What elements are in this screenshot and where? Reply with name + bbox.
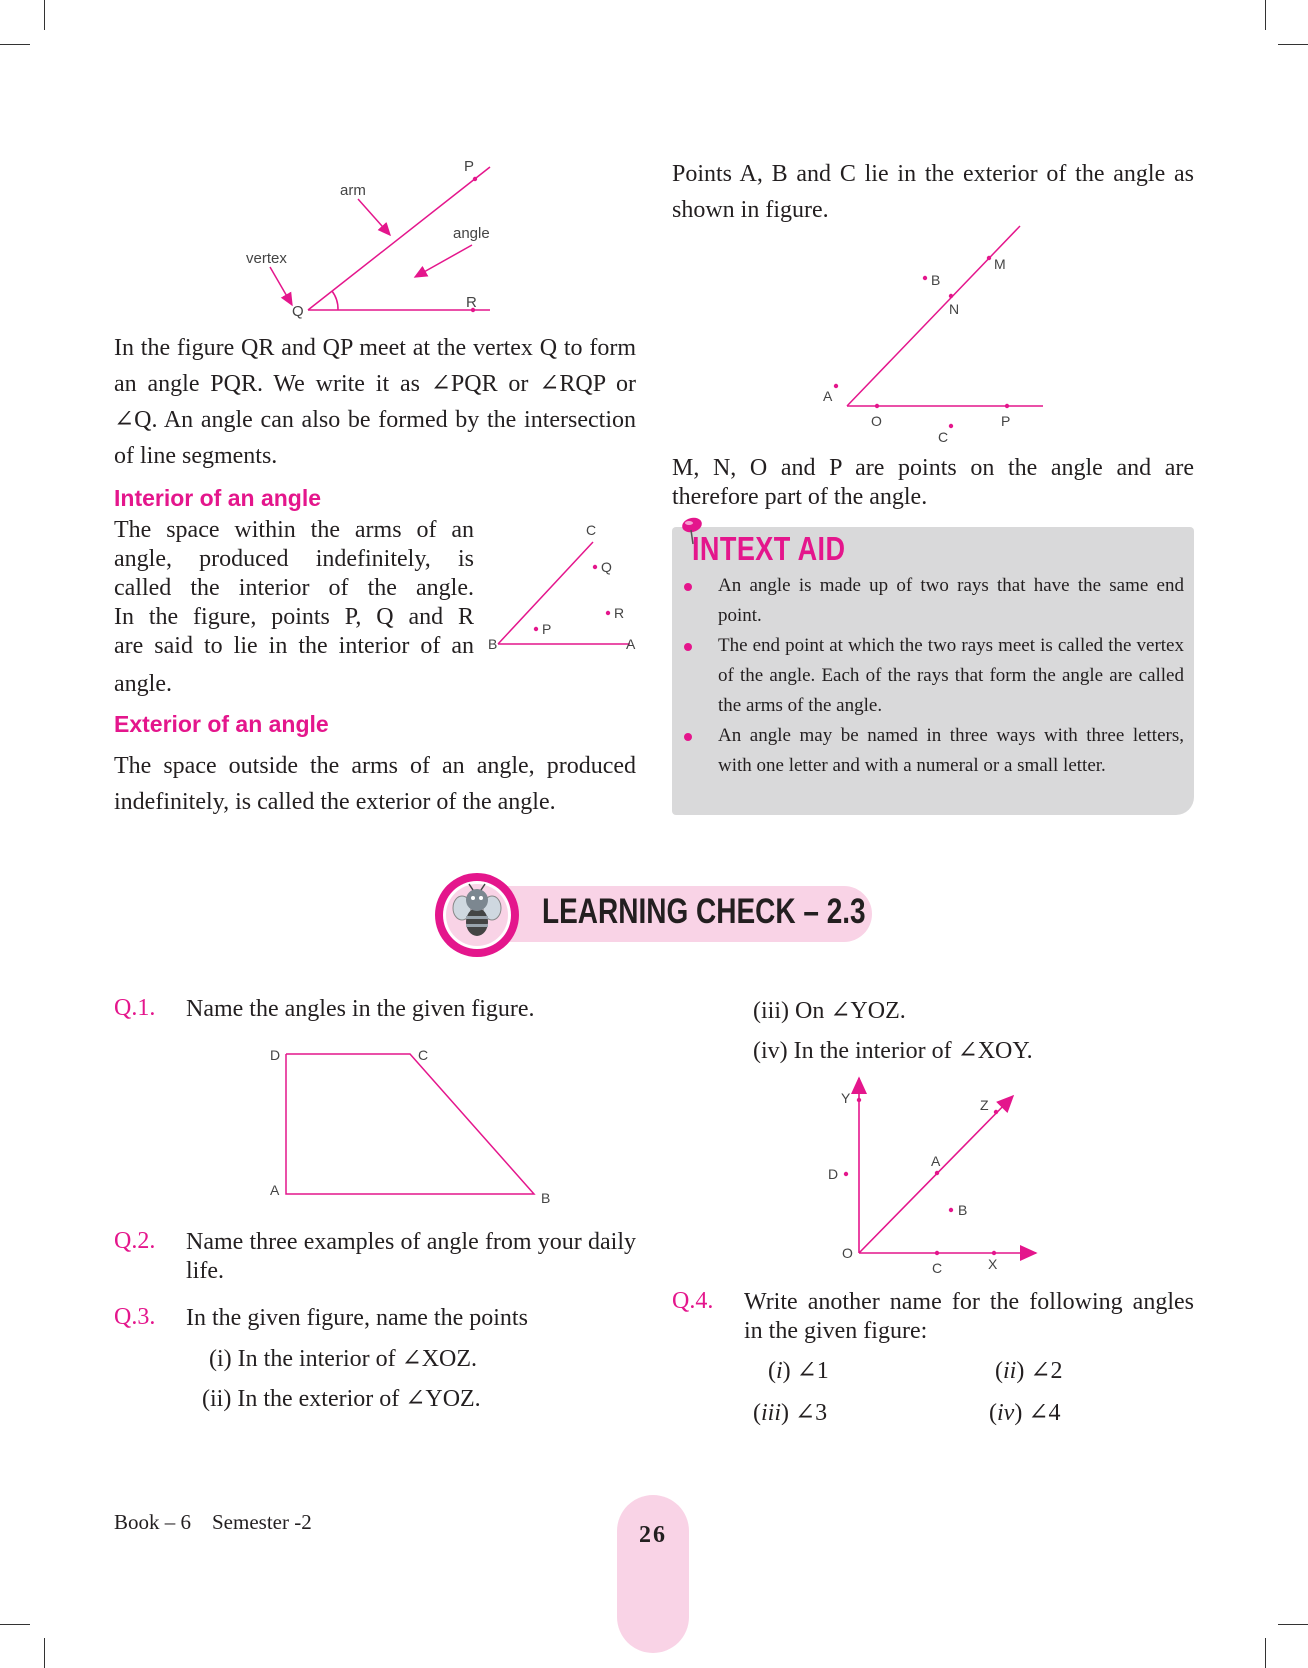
q4-part: (iii) ∠3 xyxy=(753,1400,828,1426)
label-c: C xyxy=(938,429,949,445)
label-y: Y xyxy=(841,1090,851,1106)
learning-check-title: LEARNING CHECK – 2.3 xyxy=(542,892,866,931)
interior-paragraph-end: angle. xyxy=(114,671,172,697)
q1-text: Name the angles in the given figure. xyxy=(186,996,535,1022)
label-d: D xyxy=(828,1166,839,1182)
interior-angle-figure xyxy=(480,520,650,655)
interior-line: called the interior of the angle. xyxy=(114,575,474,601)
q4-text: Write another name for the following angles in the given figure: xyxy=(744,1289,1194,1344)
q3-part: (ii) In the exterior of ∠YOZ. xyxy=(202,1386,481,1412)
label-c: C xyxy=(932,1260,943,1276)
q4-roman: iii xyxy=(761,1400,782,1426)
bullet-icon xyxy=(684,643,692,651)
crop-mark xyxy=(1278,44,1308,45)
interior-paragraph xyxy=(114,516,474,661)
q4-part: (iv) ∠4 xyxy=(989,1400,1061,1426)
q3-part: (iii) On ∠YOZ. xyxy=(753,998,906,1024)
page-number: 26 xyxy=(639,1522,667,1548)
q2-text: Name three examples of angle from your daily life. xyxy=(186,1229,636,1284)
crop-mark xyxy=(1278,1624,1308,1625)
label-a: A xyxy=(626,636,636,652)
crop-mark xyxy=(1265,1638,1266,1668)
label-b: B xyxy=(488,636,498,652)
label-z: Z xyxy=(980,1097,989,1113)
q4-angle: ∠1 xyxy=(796,1358,829,1384)
label-o: O xyxy=(842,1245,853,1261)
q3-number: Q.3. xyxy=(114,1304,156,1330)
interior-line: In the figure, points P, Q and R xyxy=(114,604,474,630)
exterior-heading: Exterior of an angle xyxy=(114,711,329,737)
label-b: B xyxy=(958,1202,968,1218)
q4-part: (i) ∠1 xyxy=(768,1358,829,1384)
label-vertex: vertex xyxy=(246,250,287,267)
interior-heading: Interior of an angle xyxy=(114,485,322,511)
footer-book-label: Book – 6 Semester -2 xyxy=(114,1510,312,1534)
intro-paragraph: In the figure QR and QP meet at the vertex Q to form an angle PQR. We write it as ∠PQR or ∠RQP or ∠Q. An angle can also be formed by the intersection of line segments. xyxy=(114,335,636,469)
label-b: B xyxy=(931,272,941,288)
angle-pqr-figure xyxy=(230,155,530,325)
q3-text: In the given figure, name the points xyxy=(186,1305,528,1331)
trapezium-figure xyxy=(262,1040,562,1215)
crop-mark xyxy=(0,1624,30,1625)
label-p: P xyxy=(1001,413,1011,429)
label-a: A xyxy=(270,1182,280,1198)
q3-part: (i) In the interior of ∠XOZ. xyxy=(209,1346,478,1372)
on-angle-paragraph: M, N, O and P are points on the angle and are therefore part of the angle. xyxy=(672,455,1194,510)
interior-line: The space within the arms of an xyxy=(114,517,474,543)
q2-number: Q.2. xyxy=(114,1228,156,1254)
intext-aid-list xyxy=(680,571,1184,781)
q4-number: Q.4. xyxy=(672,1288,714,1314)
label-p: P xyxy=(542,621,552,637)
q4-roman: iv xyxy=(997,1400,1015,1426)
q4-roman: ii xyxy=(1003,1358,1017,1384)
label-q: Q xyxy=(292,303,304,320)
label-a: A xyxy=(931,1153,941,1169)
intext-aid-text: The end point at which the two rays meet is called the vertex of the angle. Each of the rays that form the angle are called the arms of the angle. xyxy=(718,635,1184,716)
crop-mark xyxy=(44,1638,45,1668)
label-b: B xyxy=(541,1190,551,1206)
exterior-points-paragraph: Points A, B and C lie in the exterior of the angle as shown in figure. xyxy=(672,161,1194,223)
label-angle: angle xyxy=(453,225,490,242)
intext-aid-item xyxy=(680,631,1184,721)
intext-aid-item xyxy=(680,721,1184,781)
angle-points-figure xyxy=(815,220,1055,450)
bullet-icon xyxy=(684,733,692,741)
q3-part: (iv) In the interior of ∠XOY. xyxy=(753,1038,1033,1064)
q4-angle: ∠2 xyxy=(1030,1358,1063,1384)
intext-aid-title: INTEXT AID xyxy=(692,530,846,567)
q4-roman: i xyxy=(776,1358,783,1384)
crop-mark xyxy=(0,44,30,45)
q4-angle: ∠3 xyxy=(795,1400,828,1426)
intext-aid-text: An angle is made up of two rays that have the same end point. xyxy=(718,575,1184,626)
interior-line: are said to lie in the interior of an xyxy=(114,633,474,659)
label-d: D xyxy=(270,1047,281,1063)
xoy-angle-figure xyxy=(822,1072,1042,1287)
q4-part: (ii) ∠2 xyxy=(995,1358,1063,1384)
label-r: R xyxy=(614,605,625,621)
label-o: O xyxy=(871,413,882,429)
crop-mark xyxy=(1265,0,1266,30)
label-m: M xyxy=(994,256,1006,272)
label-r: R xyxy=(466,294,477,311)
q4-angle: ∠4 xyxy=(1028,1400,1061,1426)
q1-number: Q.1. xyxy=(114,995,156,1021)
intext-aid-item xyxy=(680,571,1184,631)
label-c: C xyxy=(586,522,597,538)
bee-mascot-icon xyxy=(434,872,520,958)
label-a: A xyxy=(823,388,833,404)
label-p: P xyxy=(464,158,475,175)
interior-line: angle, produced indefinitely, is xyxy=(114,546,474,572)
label-q: Q xyxy=(601,559,612,575)
bullet-icon xyxy=(684,583,692,591)
crop-mark xyxy=(44,0,45,30)
label-c: C xyxy=(418,1047,429,1063)
intext-aid-text: An angle may be named in three ways with three letters, with one letter and with a numeral or a small letter. xyxy=(718,725,1184,776)
label-n: N xyxy=(949,301,960,317)
label-x: X xyxy=(988,1256,998,1272)
label-arm: arm xyxy=(340,182,366,199)
page-number-tab xyxy=(617,1495,689,1653)
exterior-paragraph: The space outside the arms of an angle, produced indefinitely, is called the exterior of the angle. xyxy=(114,753,636,815)
